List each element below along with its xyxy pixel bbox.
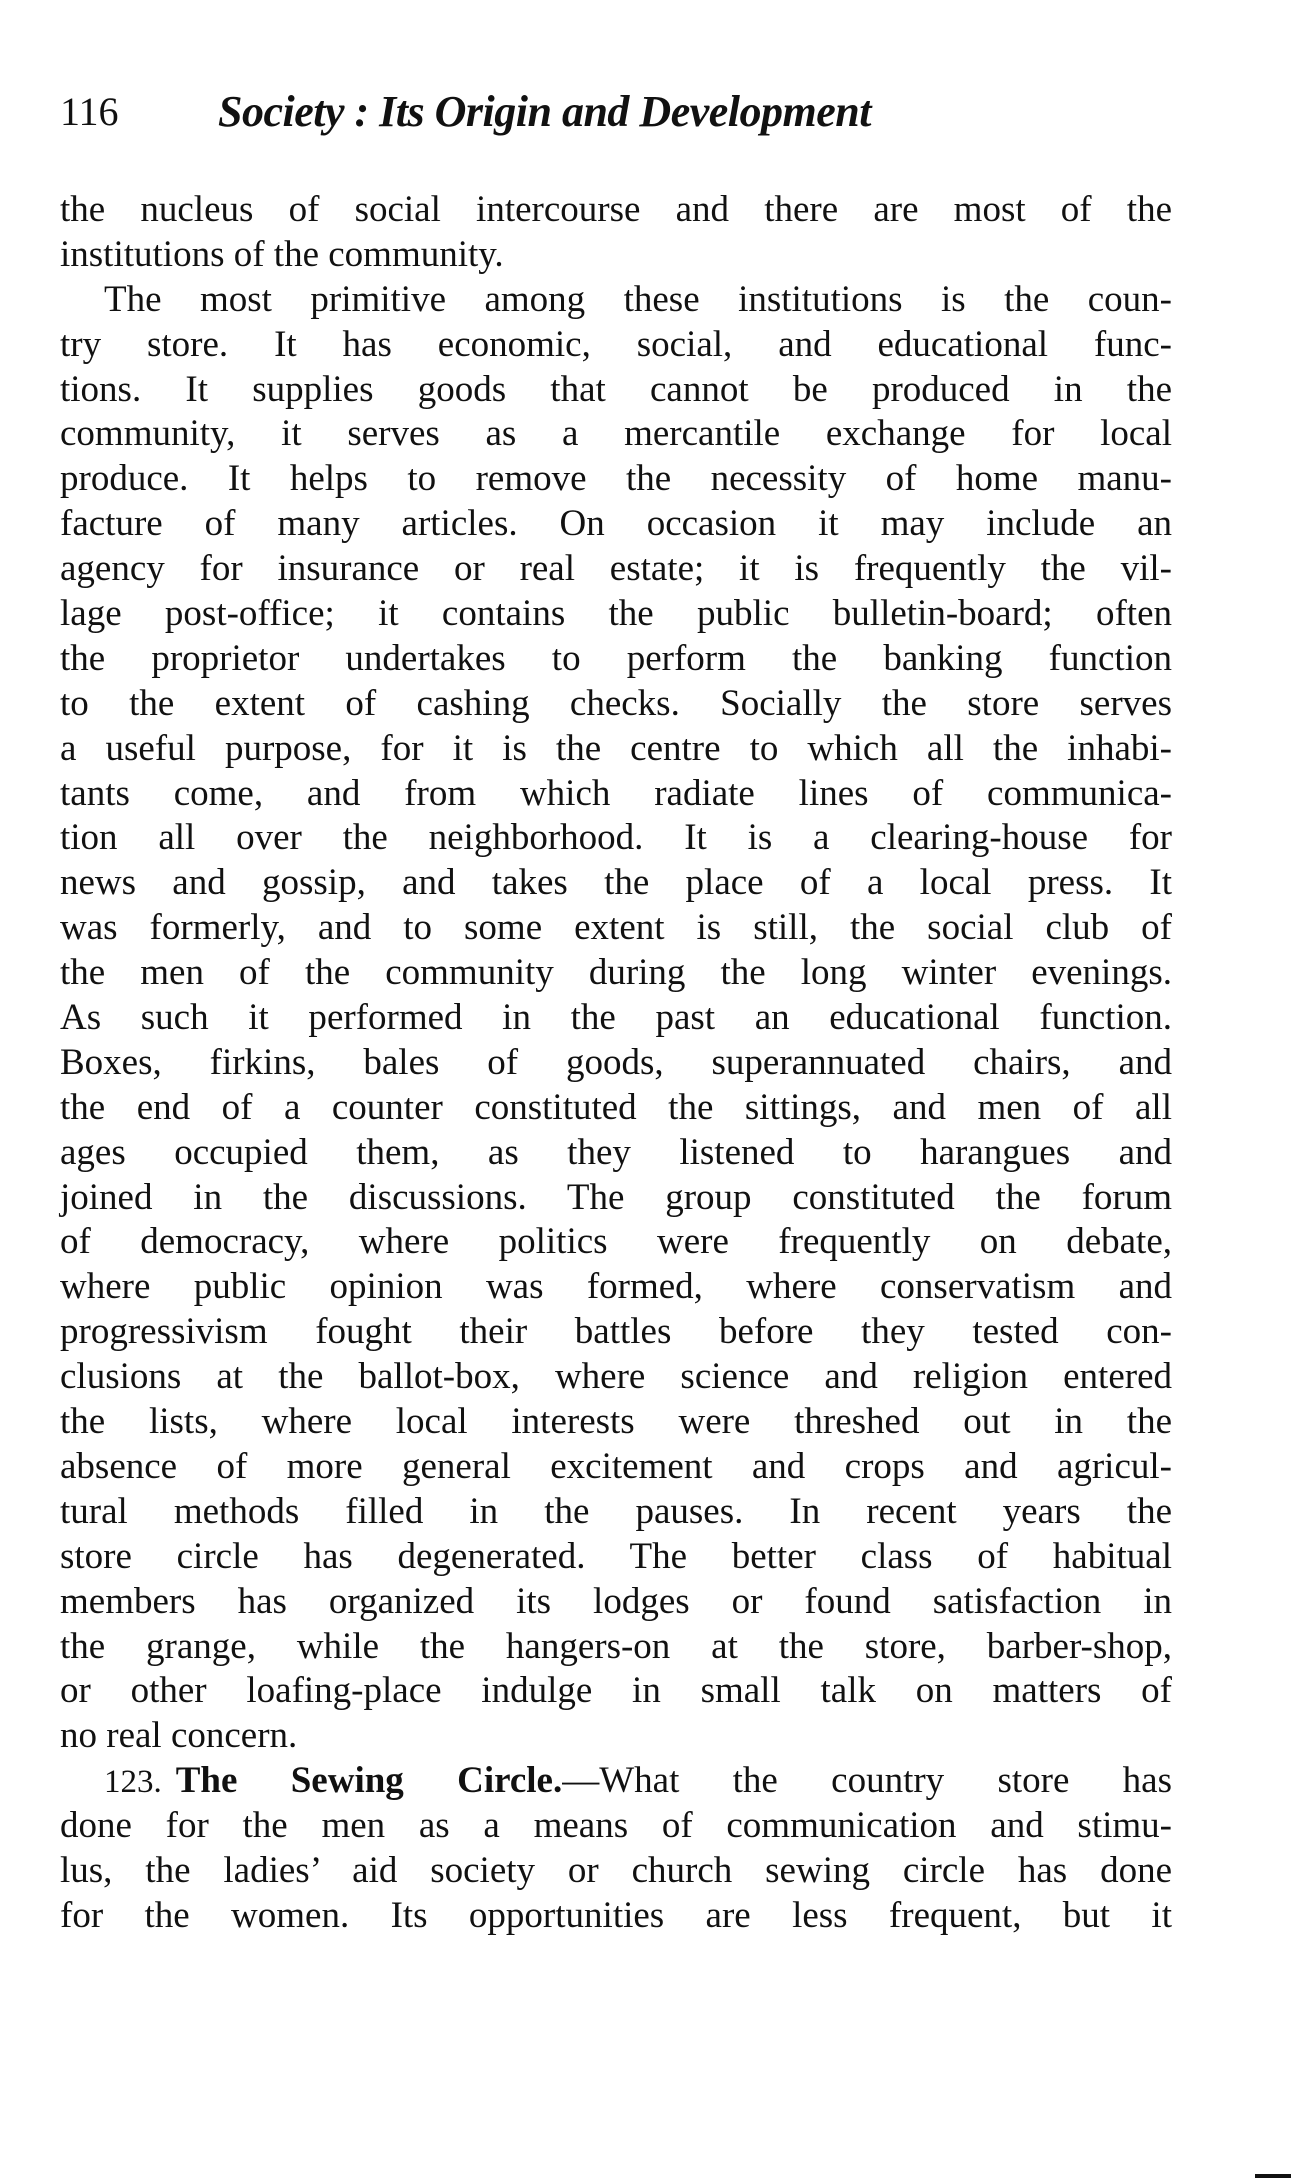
section-first-line-text: —What the country store has <box>562 1760 1173 1802</box>
text-line: tants come, and from which radiate lines of communica- <box>60 772 1172 814</box>
text-line: clusions at the ballot-box, where science and religion entered <box>60 1356 1172 1398</box>
scan-artifact <box>1255 2174 1291 2178</box>
text-line: lage post-office; it contains the public bulletin-board; often <box>60 593 1172 635</box>
text-line: the end of a counter constituted the sittings, and men of all <box>60 1086 1172 1128</box>
text-line: the grange, while the hangers-on at the store, barber-shop, <box>60 1625 1172 1667</box>
text-line: institutions of the community. <box>60 233 504 275</box>
text-line: was formerly, and to some extent is still, the social club of <box>60 907 1172 949</box>
text-line: no real concern. <box>60 1715 298 1757</box>
text-line: As such it performed in the past an educational function. <box>60 997 1172 1039</box>
page-number: 116 <box>60 89 119 134</box>
text-line: absence of more general excitement and crops and agricul- <box>60 1445 1172 1487</box>
text-line: a useful purpose, for it is the centre to which all the inhabi- <box>60 727 1172 769</box>
text-line: tion all over the neighborhood. It is a clearing-house for <box>60 817 1172 859</box>
text-line: joined in the discussions. The group constituted the forum <box>60 1176 1172 1218</box>
text-line: the lists, where local interests were threshed out in the <box>60 1401 1172 1443</box>
text-line: progressivism fought their battles before they tested con- <box>60 1311 1172 1353</box>
text-line: Boxes, firkins, bales of goods, superannuated chairs, and <box>60 1041 1172 1083</box>
text-line: the men of the community during the long winter evenings. <box>60 952 1172 994</box>
text-line: tions. It supplies goods that cannot be produced in the <box>60 368 1172 410</box>
text-line: facture of many articles. On occasion it may include an <box>60 503 1172 545</box>
section-number: 123. <box>104 1764 162 1801</box>
running-head <box>60 84 1172 140</box>
text-line: to the extent of cashing checks. Socially the store serves <box>60 682 1172 724</box>
section-title: The Sewing Circle. <box>175 1760 563 1802</box>
text-line: agency for insurance or real estate; it is frequently the vil- <box>60 548 1172 590</box>
text-line: try store. It has economic, social, and educational func- <box>60 323 1172 365</box>
paragraph-first-line: The most primitive among these institutions is the coun- <box>104 278 1172 320</box>
body-text <box>60 188 1172 1939</box>
text-line: the proprietor undertakes to perform the banking function <box>60 637 1172 679</box>
running-head-title: Society : Its Origin and Development <box>218 87 871 136</box>
text-line: store circle has degenerated. The better class of habitual <box>60 1535 1172 1577</box>
text-line: of democracy, where politics were frequently on debate, <box>60 1221 1172 1263</box>
text-line: produce. It helps to remove the necessity of home manu- <box>60 458 1172 500</box>
text-line: lus, the ladies’ aid society or church sewing circle has done <box>60 1849 1172 1891</box>
text-line: news and gossip, and takes the place of a local press. It <box>60 862 1172 904</box>
text-line: community, it serves as a mercantile exchange for local <box>60 413 1172 455</box>
text-line: or other loafing-place indulge in small talk on matters of <box>60 1670 1172 1712</box>
text-line: for the women. Its opportunities are less frequent, but it <box>60 1894 1172 1936</box>
text-line: done for the men as a means of communication and stimu- <box>60 1805 1172 1847</box>
text-line: the nucleus of social intercourse and there are most of the <box>60 189 1172 230</box>
text-line: where public opinion was formed, where conservatism and <box>60 1266 1172 1308</box>
text-line: ages occupied them, as they listened to harangues and <box>60 1131 1172 1173</box>
text-line: tural methods filled in the pauses. In recent years the <box>60 1490 1172 1532</box>
section-heading-line <box>60 1759 1172 1804</box>
text-line: members has organized its lodges or found satisfaction in <box>60 1580 1172 1622</box>
